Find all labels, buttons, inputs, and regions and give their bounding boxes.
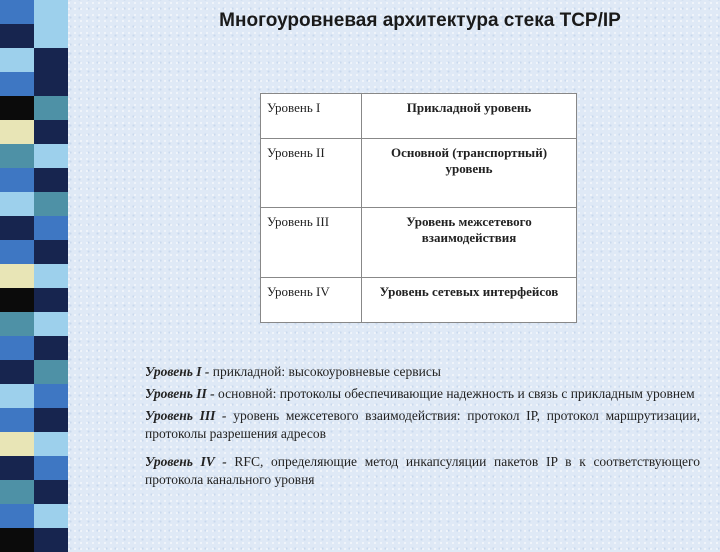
description-text: основной: протоколы обеспечивающие надежность и связь с прикладным уровнем <box>214 386 695 401</box>
description-label: Уровень II - <box>145 386 215 401</box>
description-label: Уровень I - <box>145 364 210 379</box>
description-paragraph <box>145 453 700 489</box>
level-name: Уровень сетевых интерфейсов <box>362 278 577 323</box>
level-number: Уровень IV <box>261 278 362 323</box>
table-row <box>261 208 577 278</box>
levels-table <box>260 93 577 323</box>
page-title: Многоуровневая архитектура стека TCP/IP <box>219 10 621 31</box>
description-label: Уровень IV - <box>145 454 227 469</box>
description-paragraph <box>145 407 700 443</box>
description-paragraph <box>145 385 700 403</box>
table-row <box>261 278 577 323</box>
description-text: уровень межсетевого взаимодействия: протокол IP, протокол маршрутизации, протоколы разрешения адресов <box>145 408 700 441</box>
description-paragraph <box>145 363 700 381</box>
level-number: Уровень III <box>261 208 362 278</box>
description-text: прикладной: высокоуровневые сервисы <box>209 364 441 379</box>
level-descriptions <box>145 363 700 493</box>
decorative-stripe <box>0 0 68 540</box>
description-label: Уровень III - <box>145 408 227 423</box>
level-number: Уровень I <box>261 94 362 139</box>
level-name: Уровень межсетевого взаимодействия <box>362 208 577 278</box>
description-text: RFC, определяющие метод инкапсуляции пакетов IP в к соответствующего протокола канального уровня <box>145 454 700 487</box>
table-row <box>261 94 577 139</box>
level-number: Уровень II <box>261 138 362 208</box>
level-name: Прикладной уровень <box>362 94 577 139</box>
table-row <box>261 138 577 208</box>
level-name: Основной (транспортный) уровень <box>362 138 577 208</box>
